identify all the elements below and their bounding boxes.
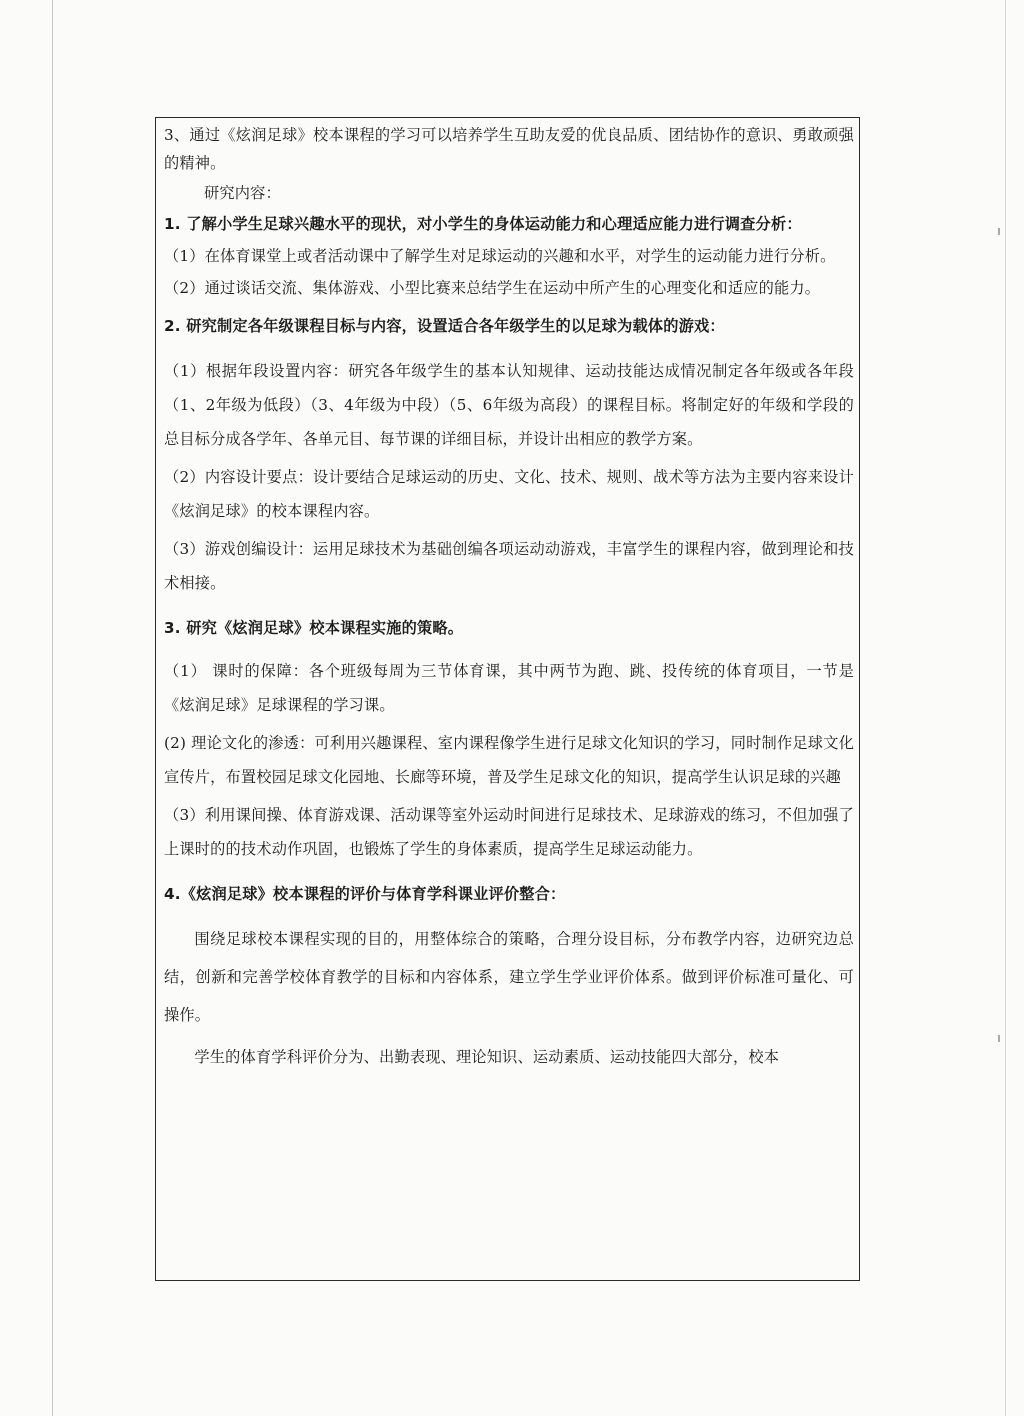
paragraph-1-2: （2）通过谈话交流、集体游戏、小型比赛来总结学生在运动中所产生的心理变化和适应的能力。 [164, 279, 821, 297]
paragraph-goal-3: 3、通过《炫润足球》校本课程的学习可以培养学生互助友爱的优良品质、团结协作的意识、勇敢顽强的精神。 [164, 126, 854, 172]
heading-item-1: 1. 了解小学生足球兴趣水平的现状，对小学生的身体运动能力和心理适应能力进行调查分析： [164, 215, 802, 233]
scan-mark [998, 1035, 1000, 1042]
paragraph-2-1: （1）根据年段设置内容：研究各年级学生的基本认知规律、运动技能达成情况制定各年级或各年段（1、2年级为低段）（3、4年级为中段）（5、6年级为高段）的课程目标。将制定好的年级和学段的总目标分成各学年、各单元目、每节课的详细目标，并设计出相应的教学方案。 [164, 362, 854, 448]
page-edge-right [1005, 0, 1006, 1416]
paragraph-2-3: （3）游戏创编设计：运用足球技术为基础创编各项运动动游戏，丰富学生的课程内容，做到理论和技术相接。 [164, 540, 854, 592]
paragraph-4-2: 学生的体育学科评价分为、出勤表现、理论知识、运动素质、运动技能四大部分，校本 [194, 1048, 780, 1066]
document-frame [155, 117, 860, 1281]
paragraph-4-1: 围绕足球校本课程实现的目的，用整体综合的策略，合理分设目标，分布教学内容，边研究边总结，创新和完善学校体育教学的目标和内容体系，建立学生学业评价体系。做到评价标准可量化、可操作。 [164, 930, 854, 1024]
paragraph-1-1: （1）在体育课堂上或者活动课中了解学生对足球运动的兴趣和水平，对学生的运动能力进行分析。 [164, 247, 836, 265]
heading-item-3: 3. 研究《炫润足球》校本课程实施的策略。 [164, 619, 464, 637]
heading-item-2: 2. 研究制定各年级课程目标与内容，设置适合各年级学生的以足球为载体的游戏： [164, 317, 725, 335]
paragraph-3-2: (2) 理论文化的渗透：可利用兴趣课程、室内课程像学生进行足球文化知识的学习，同时制作足球文化宣传片，布置校园足球文化园地、长廊等环境，普及学生足球文化的知识，提高学生认识足球的兴趣 [164, 734, 854, 786]
document-body [164, 121, 854, 1076]
scan-mark [998, 228, 1000, 235]
paragraph-3-1: （1） 课时的保障：各个班级每周为三节体育课，其中两节为跑、跳、投传统的体育项目，一节是《炫润足球》足球课程的学习课。 [164, 662, 854, 714]
page-edge-left [52, 0, 53, 1416]
paragraph-3-3: （3）利用课间操、体育游戏课、活动课等室外运动时间进行足球技术、足球游戏的练习，不但加强了上课时的的技术动作巩固，也锻炼了学生的身体素质，提高学生足球运动能力。 [164, 806, 854, 858]
paragraph-2-2: （2）内容设计要点：设计要结合足球运动的历史、文化、技术、规则、战术等方法为主要内容来设计《炫润足球》的校本课程内容。 [164, 468, 854, 520]
heading-item-4: 4.《炫润足球》校本课程的评价与体育学科课业评价整合： [164, 885, 566, 903]
section-heading-research-content: 研究内容： [204, 184, 281, 202]
